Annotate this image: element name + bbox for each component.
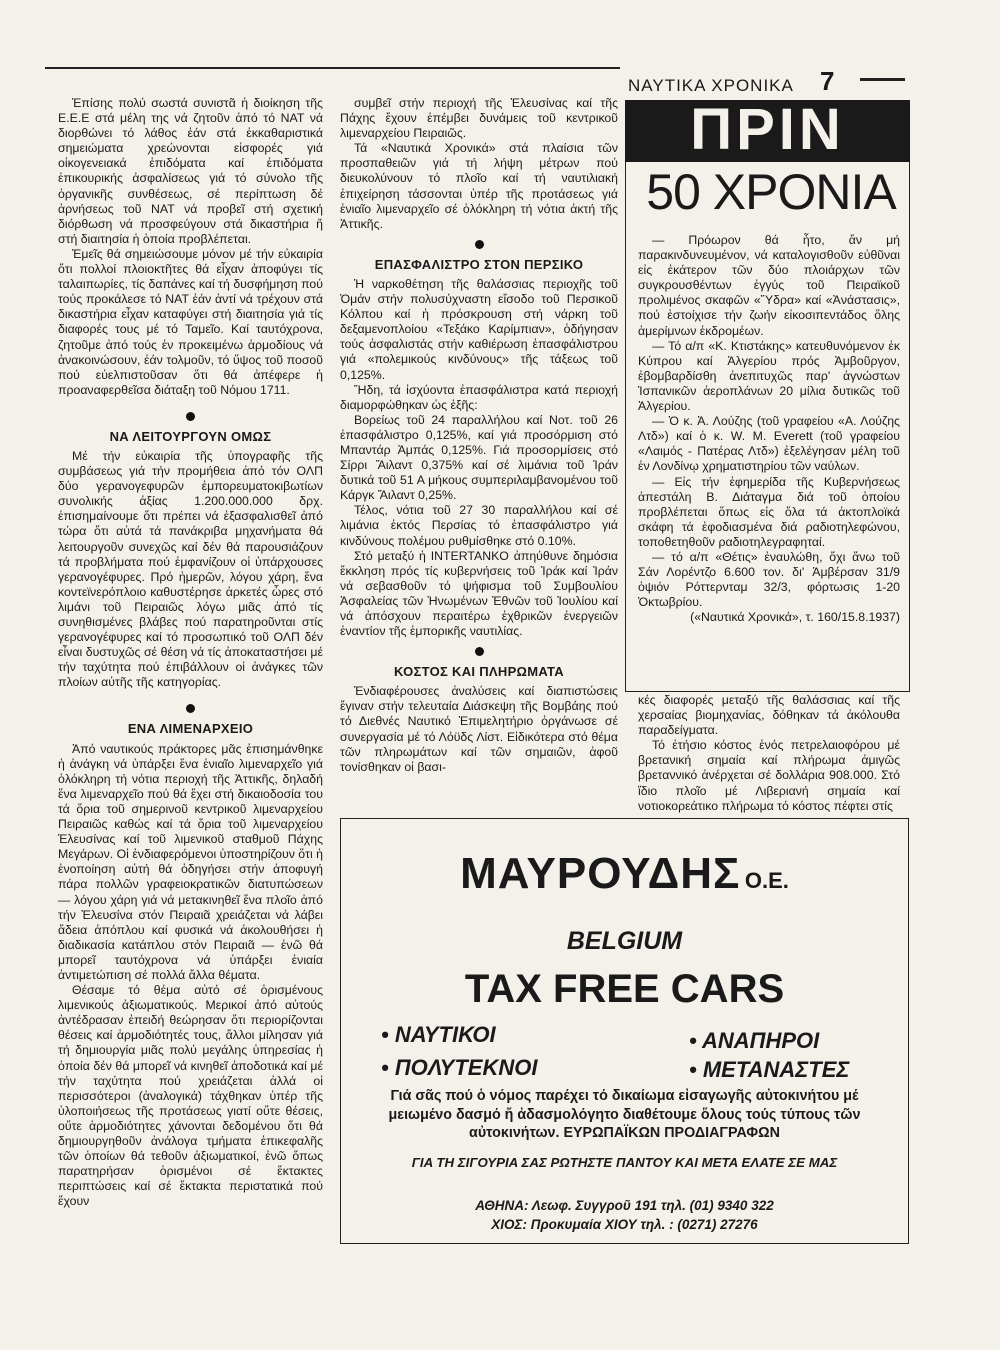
history-title-bottom: 50 ΧΡΟΝΙΑ (646, 164, 896, 220)
ad-headline: TAX FREE CARS (464, 967, 785, 1011)
column-2 (340, 96, 618, 775)
paragraph: — Εἰς τήν ἐφημερίδα τῆς Κυβερνήσεως ἀπεστάλη Β. Διάταγμα διά τοῦ ὁποίου προβλέπεται ὅπως εἰς ὅλα τά ἀκτοπλοϊκά σκάφη τά ἐφοδιασμένα διά ραδιοτηλεφώνου, τοποθετηθοῦν ραδιοτηλεγραφηταί. (638, 474, 900, 549)
history-source: («Ναυτικά Χρονικά», τ. 160/15.8.1937) (690, 610, 900, 625)
section-heading: ΕΝΑ ΛΙΜΕΝΑΡΧΕΙΟ (127, 721, 254, 737)
publication-name: ΝΑΥΤΙΚΑ ΧΡΟΝΙΚΑ (628, 76, 794, 95)
ad-audience-item: • ΑΝΑΠΗΡΟΙ (689, 1028, 820, 1053)
paragraph: Ἀπό ναυτικούς πράκτορες μᾶς ἐπισημάνθηκε ἡ ἀνάγκη νά ὑπάρξει ἕνα ἑνιαῖο λιμεναρχεῖο γιά ὁλόκληρη τή νότια περιοχή τῆς Ἀττικῆς, δηλαδή ἕνα λιμεναρχεῖο πού θά ἔχει στή δικαιοδοσία του τά ὅρια τοῦ σημερινοῦ κεντρικοῦ λιμεναρχείου Πειραιῶς καθώς καί τά ὅρια τοῦ λιμεναρχείου Ἐλευσίνας καί τοῦ λιμενικοῦ σταθμοῦ Πάχης Μεγάρων. Οἱ ἐνδιαφερόμενοι ὑποστηρίζουν ὅτι ἡ ἑνοποίηση αὐτή θά ὁδηγήσει στήν ἀποφυγή πάρα πολλῶν γραφειοκρατικῶν διατυπώσεων — λόγου χάρη γιά νά μετακινηθεῖ ἕνα πλοῖο ἀπό τήν Ἐλευσίνα στόν Πειραιᾶ χρειάζεται νά λάβει ἄδεια ἀπόπλου καί φυσικά νά ἀκολουθήσει ἡ διαδικασία κατάπλου στόν Πειραιᾶ — ἐνῶ θά μπορεῖ ταυτόχρονα νά ὑπάρξει ἑνιαία ἀντιμετώπιση σέ πολλά ἄλλα θέματα. (58, 741, 323, 982)
paragraph: Τό ἐτήσιο κόστος ἑνός πετρελαιοφόρου μέ βρετανική σημαία καί πλήρωμα ἀμιγῶς βρεταννικό ἀνέρχεται σέ δολλάρια 908.000. Στό ἴδιο πλοῖο μέ Λιβεριανή σημαία καί νοτιοκορεάτικο πλήρωμα τό κόστος πέφτει στίς (638, 738, 900, 813)
header-rule (45, 67, 620, 69)
section-heading: ΝΑ ΛΕΙΤΟΥΡΓΟΥΝ ΟΜΩΣ (109, 428, 272, 444)
ad-company (341, 849, 908, 899)
section-bullet (186, 412, 195, 421)
ad-company-name: ΜΑΥΡΟΥΔΗΣ (460, 849, 741, 898)
ad-audience-item: • ΜΕΤΑΝΑΣΤΕΣ (689, 1057, 850, 1082)
column-1 (58, 96, 323, 1209)
history-title-top: ΠΡΙΝ (690, 97, 845, 162)
paragraph: — Τό α/π «Κ. Κτιστάκης» κατευθυνόμενον ἐκ Κύπρου καί Ἀλγερίου πρός Ἀμβοῦργον, ἐβομβαρδίσθη ἀνεπιτυχῶς παρ' ἀγνώστων Ἰσπανικῶν ἀεροπλάνων 20 μίλια δυτικῶς τοῦ Ἀλγερίου. (638, 338, 900, 414)
paragraph: Ἐπίσης πολύ σωστά συνιστᾶ ἡ διοίκηση τῆς Ε.Ε.Ε στά μέλη της νά ζητοῦν ἀπό τό ΝΑΤ νά διορθώνει τό λάθος ἐάν στά ἐκκαθαριστικά σημειώματα χρεώνονται εἰσφορές γιά οἰκογενειακά ἐπιδόματα καί ἐπιδόματα ἐπικουρικής ἀσφαλίσεως γιά τό σύνολο τῆς ὀργανικῆς συνθέσεως, σέ περίπτωση δέ ἀρνήσεως τοῦ ΝΑΤ νά προβεῖ στή σχετική διόρθωση νά προσφεύγουν στά δικαστήρια ἤ στή διαιτησία ἡ ὁποία προβλέπεται. (58, 96, 323, 246)
paragraph: — τό α/π «Θέτις» ἐναυλώθη, ὄχι ἄνω τοῦ Σάν Λορέντζο 6.600 τον. δι' Ἀμβέρσαν 31/9 ὀψιόν Ρόττερνταμ 32/3, φόρτωσις 1-20 Ὀκτωβρίου. (638, 549, 900, 610)
history-text (638, 233, 900, 625)
page-number: 7 (820, 66, 835, 96)
ad-body-text: Γιά σᾶς πού ὁ νόμος παρέχει τό δικαίωμα εἰσαγωγῆς αὐτοκινήτου μέ μειωμένο δασμό ἤ ἀδασμολόγητο διαθέτουμε ὅλους τούς τύπους τῶν αὐτοκινήτων. ΕΥΡΩΠΑΪΚΩΝ ΠΡΟΔΙΑΓΡΑΦΩΝ (388, 1088, 861, 1141)
ad-audience-item: • ΠΟΛΥΤΕΚΝΟΙ (381, 1055, 538, 1080)
paragraph: Τέλος, νότια τοῦ 27 30 παραλλήλου καί σέ λιμάνια ἐκτός Περσίας τό ἐπασφάλιστρο γιά κινδύνους πολέμου ρυθμίσθηκε στό 0.10%. (340, 503, 618, 548)
paragraph: Θέσαμε τό θέμα αὐτό σέ ὁρισμένους λιμενικούς ἀξιωματικούς. Μερικοί ἀπό αὐτούς ἀντέδρασαν ἐπειδή θεώρησαν ὅτι περιορίζονται θέσεις καί ἁρμοδιότητές τους, ἄλλοι μίλησαν γιά τή δημιουργία μιᾶς πολύ μεγάλης ὑπηρεσίας ἡ ὁποία δέν θά μπορεῖ νά κινηθεῖ ἀποδοτικά καί μέ τήν ταχύτητα πού χρειάζεται ἀλλά οἱ περισσότεροι (ἀναλογικά) τάχθηκαν ὑπέρ τῆς ὑλοποιήσεως τῆς προτάσεως γιατί οὔτε θέσεις, οὔτε ἁρμοδιότητες χάνονται δεδομένου ὅτι θά δημιουργηθοῦν ἀνάλογα τμήματα ἐπικεφαλῆς τῶν ὁποίων θά τεθοῦν ἀξιωματικοί, ἐνῶ ὅπως παρατηρήσαν ὁρισμένοι σέ ἔκτακτες περιπτώσεις καί σέ ἔκτακτα περιστατικά πού ἔχουν (58, 983, 323, 1209)
section-bullet (186, 704, 195, 713)
paragraph: Τά «Ναυτικά Χρονικά» στά πλαίσια τῶν προσπαθειῶν γιά τή λήψη μέτρων πού διευκολύνουν τό πλοῖο καί τή ναυτιλιακή ἐπιχείρηση τάσσονται ὑπέρ τῆς προτάσεως γιά ἑνιαῖο λιμεναρχεῖο σέ ὁλόκληρη τή νότια ἀκτή τῆς Ἀττικῆς. (340, 141, 618, 231)
section-bullet (475, 240, 484, 249)
paragraph: Ἐμεῖς θά σημειώσουμε μόνον μέ τήν εὐκαιρία ὅτι πολλοί πλοιοκτῆτες θά εἶχαν ἀποφύγει τίς ταλαιπωρίες, τίς δαπάνες καί τή δυσφήμηση πού τούς προκάλεσε τό ΝΑΤ ἐάν ἀντί νά τρέχουν στά δικαστήρια εἶχαν καταφύγει στή διαιτησία γιά τίς διαφορές τους μέ τό Ταμεῖο. Καί ταυτόχρονα, ζητοῦμε ἀπό τούς ἐν προκειμένω ἁρμοδίους νά ἀνακοινώσουν, ἐάν τολμοῦν, τό ὕψος τοῦ ποσοῦ πού εὐελπιστοῦσαν ὅτι θά ἀπέφερε ἡ προαναφερθεῖσα διάταξη τοῦ Νόμου 1711. (58, 246, 323, 397)
paragraph: Ἡ ναρκοθέτηση τῆς θαλάσσιας περιοχῆς τοῦ Ὀμάν στήν πολυσύχναστη εἴσοδο τοῦ Περσικοῦ Κόλπου καί ἡ πρόσκρουση στή νάρκη τοῦ δεξαμενοπλοίου «Τεξάκο Καρίμπιαν», ὁδήγησαν τούς ἀσφαλιστάς στήν καθιέρωση ἐπασφάλιστρου γιά «πολεμικούς κινδύνους» τῆς τάξεως τοῦ 0,125%. (340, 276, 618, 382)
paragraph: συμβεῖ στήν περιοχή τῆς Ἐλευσίνας καί τῆς Πάχης ἔχουν ἐπέμβει δυνάμεις τοῦ κεντρικοῦ λιμεναρχείου Πειραιῶς. (340, 96, 618, 141)
paragraph: Μέ τήν εὐκαιρία τῆς ὑπογραφῆς τῆς συμβάσεως γιά τήν προμήθεια ἀπό τόν ΟΛΠ δύο γερανογεφυρῶν ἐμπορευματοκιβωτίων συνολικής ἀξίας 1.200.000.000 δρχ. ἐπισημαίνουμε ὅτι πρέπει νά ἐξασφαλισθεῖ ἀπό τώρα ὅτι αὐτά τά πανάκριβα μηχανήματα θά λειτουργοῦν συνεχῶς καί δέν θά παρουσιάζουν τά προβλήματα πού ἐμφανίζουν οἱ ὑπάρχουσες γερανογέφυρες. Πρό ἡμερῶν, λόγου χάρη, ἕνα κοντεϊνερόπλοιο καθυστέρησε ἀρκετές ὧρες στό λιμάνι τοῦ Πειραιῶς λόγω μιᾶς ἀπό τίς συνηθισμένες βλάβες πού παρατηροῦνται στίς γερανογέφυρες καί τό προσωπικό τοῦ ΟΛΠ δέν εἶναι δυστυχῶς σέ θέση νά τίς ἀποκαταστήσει μέ τήν ταχύτητα πού ἐπιβάλλουν οἱ ἀνάγκες τῶν πλοίων αὐτῆς τῆς κατηγορίας. (58, 448, 323, 690)
advertisement-box (340, 818, 909, 1244)
paragraph: — Πρόωρον θά ἦτο, ἄν μή παρακινδυνευμένον, νά καταλογισθοῦν εὐθῦναι εἰς ἑκάτερον τῶν δύο πλοιάρχων τῶν συγκρουσθέντων ἐγγύς τοῦ Πειραϊκοῦ προλιμένος σκαφῶν «Ὕδρα» καί «Ἀνάστασις», πού ἐστοίχισε τήν ζωήν εἰκοσιπεντάδος ὅλης ἀμερίμνων ἐκδρομέων. (638, 233, 900, 338)
column-3-continued (638, 693, 900, 814)
paragraph: Ἤδη, τά ἰσχύοντα ἐπασφάλιστρα κατά περιοχή διαμορφώθηκαν ὡς ἑξῆς: (340, 382, 618, 412)
ad-addresses (341, 1196, 908, 1234)
section-bullet (475, 647, 484, 656)
section-heading: ΕΠΑΣΦΑΛΙΣΤΡΟ ΣΤΟΝ ΠΕΡΣΙΚΟ (374, 256, 584, 272)
ad-country: BELGIUM (566, 927, 683, 955)
paragraph: Στό μεταξύ ἡ INTERTANKO ἀπηύθυνε δημόσια ἔκκληση πρός τίς κυβερνήσεις τοῦ Ἰράκ καί Ἰράν νά σεβασθοῦν τό ψήφισμα τοῦ Συμβουλίου Ἀσφαλείας τῶν Ἡνωμένων Ἐθνῶν τοῦ Ἰουλίου καί νά ἀπόσχουν περαιτέρω ἐχθρικῶν ἐνεργειῶν ἐναντίον τῆς ἐμπορικῆς ναυτιλίας. (340, 548, 618, 639)
ad-company-suffix: Ο.Ε. (744, 868, 789, 893)
ad-assurance: ΓΙΑ ΤΗ ΣΙΓΟΥΡΙΑ ΣΑΣ ΡΩΤΗΣΤΕ ΠΑΝΤΟΥ ΚΑΙ ΜΕΤΑ ΕΛΑΤΕ ΣΕ ΜΑΣ (411, 1155, 838, 1170)
ad-address-chios: ΧΙΟΣ: Προκυμαία ΧΙΟΥ τηλ. : (0271) 27276 (491, 1217, 758, 1232)
ad-address-athens: ΑΘΗΝΑ: Λεωφ. Συγγροῦ 191 τηλ. (01) 9340 322 (475, 1198, 774, 1213)
paragraph: Βορείως τοῦ 24 παραλλήλου καί Νοτ. τοῦ 26 ἐπασφάλιστρο 0,125%, καί γιά προσόρμιση στό Μπαντάρ Ἀμπάς 0,125%. Γιά προσορμίσεις στό Σίρρι Ἄιλαντ 0,375% καί σέ λιμάνια τοῦ Ἰράν δυτικά τοῦ 51 Α μήκους συμπεριλαμβανομένου τοῦ Κάργκ Ἄιλαντ 0,25%. (340, 412, 618, 503)
paragraph: κές διαφορές μεταξύ τῆς θαλάσσιας καί τῆς χερσαίας βιομηχανίας, δόθηκαν τά ἀκόλουθα παραδείγματα. (638, 693, 900, 738)
ad-audience-item: • ΝΑΥΤΙΚΟΙ (381, 1022, 496, 1047)
header-rule-right (860, 78, 905, 81)
paragraph: — Ὁ κ. Ἀ. Λούζης (τοῦ γραφείου «Α. Λούζης Λτδ») καί ὁ κ. W. M. Everett (τοῦ γραφείου «Λαιμός - Πατέρας Λτδ») ἐξελέγησαν μέλη τοῦ ἐν Λονδίνῳ χρηματιστηρίου τῶν ναύλων. (638, 414, 900, 474)
paragraph: Ἐνδιαφέρουσες ἀναλύσεις καί διαπιστώσεις ἔγιναν στήν τελευταία Διάσκεψη τῆς Βομβάης πού τό Διεθνές Ναυτικό Ἐπιμελητήριο ὀργάνωσε σέ συνεργασία μέ τό Λόϋδς Λίστ. Εἰδικότερα στό θέμα τῶν πληρωμάτων καί τῶν σημαιῶν, ἀφοῦ τονίσθηκαν οἱ βασι- (340, 684, 618, 774)
section-heading: ΚΟΣΤΟΣ ΚΑΙ ΠΛΗΡΩΜΑΤΑ (394, 664, 564, 680)
